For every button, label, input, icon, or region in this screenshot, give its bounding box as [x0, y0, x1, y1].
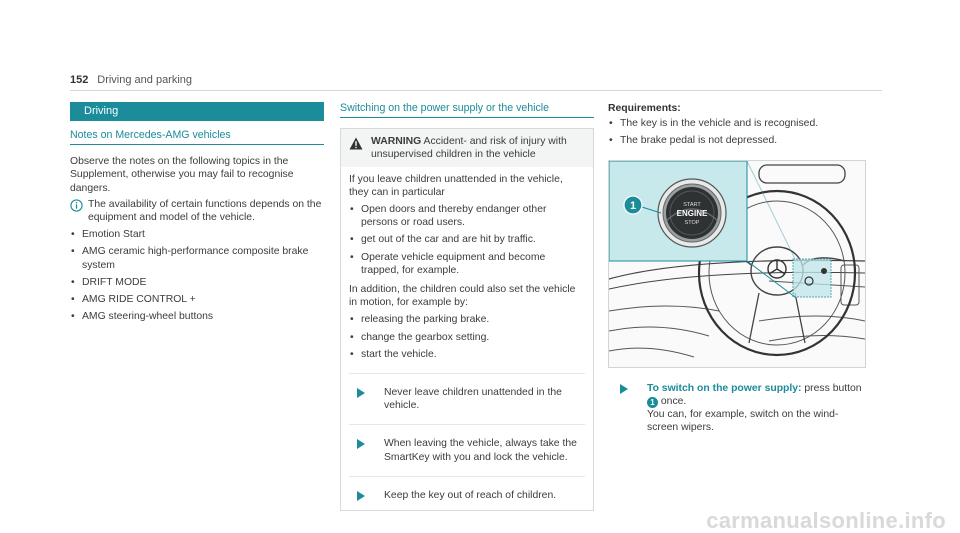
button-text-start: START	[683, 201, 701, 208]
instruction-text	[647, 382, 864, 435]
info-note	[70, 198, 324, 224]
instruction-note: You can, for example, switch on the wind-screen wipers.	[647, 409, 839, 434]
page-number: 152	[70, 74, 89, 86]
list-item: • AMG RIDE CONTROL +	[70, 293, 324, 306]
warning-step-text: Keep the key out of reach of children.	[384, 489, 557, 501]
list-item: • AMG ceramic high-performance composite brake system	[70, 245, 324, 271]
button-text-stop: STOP	[684, 219, 700, 226]
warning-paragraph: In addition, the children could also set the vehicle in motion, for example by:	[349, 284, 576, 309]
instruction-label: To switch on the power supply:	[647, 382, 802, 394]
instruction-step	[608, 382, 864, 435]
list-item: • get out of the car and are hit by traffic.	[349, 233, 585, 246]
warning-step	[349, 386, 585, 412]
info-icon	[70, 199, 83, 212]
button-text-engine: ENGINE	[676, 208, 708, 218]
warning-step	[349, 489, 585, 502]
divider	[349, 476, 585, 477]
intro-paragraph: Observe the notes on the following topics in the Supplement, otherwise you may fail to recognise dangers.	[70, 156, 294, 194]
warning-list-dangers	[349, 203, 585, 277]
warning-step	[349, 437, 585, 463]
warning-heading: Accident- and risk of injury with unsupervised children in the vehicle	[371, 136, 567, 161]
warning-label: WARNING	[371, 136, 422, 148]
info-note-text: The availability of certain functions depends on the equipment and model of the vehicle.	[88, 198, 322, 224]
callout-number: 1	[629, 199, 637, 212]
list-item: • The brake pedal is not depressed.	[608, 134, 864, 147]
warning-body	[341, 167, 593, 510]
list-item: • The key is in the vehicle and is recognised.	[608, 117, 864, 130]
list-item: • Operate vehicle equipment and become trapped, for example.	[349, 251, 585, 277]
warning-box	[340, 128, 594, 511]
list-item: • AMG steering-wheel buttons	[70, 310, 324, 323]
warning-list-actions	[349, 313, 585, 361]
divider	[349, 373, 585, 374]
step-arrow-icon	[357, 491, 374, 501]
step-arrow-icon	[357, 388, 374, 398]
divider	[349, 424, 585, 425]
list-item: • releasing the parking brake.	[349, 313, 585, 326]
step-arrow-icon	[620, 384, 637, 394]
list-item: • change the gearbox setting.	[349, 331, 585, 344]
warning-triangle-icon	[349, 137, 363, 150]
section-title-amg-notes: Notes on Mercedes-AMG vehicles	[70, 129, 324, 145]
amg-topic-list	[70, 228, 324, 323]
instruction-once: once.	[660, 395, 687, 407]
requirements-title: Requirements:	[608, 103, 681, 114]
warning-paragraph: If you leave children unattended in the vehicle, they can in particular	[349, 173, 563, 198]
start-stop-illustration	[608, 160, 866, 368]
column-driving	[70, 102, 324, 327]
column-power-supply	[340, 102, 594, 511]
list-item: • start the vehicle.	[349, 348, 585, 361]
list-item: • Emotion Start	[70, 228, 324, 241]
requirements-list	[608, 117, 864, 147]
instruction-action: press button	[804, 382, 862, 394]
list-item: • Open doors and thereby endanger other persons or road users.	[349, 203, 585, 229]
warning-header	[341, 129, 593, 166]
dashboard-drawing	[609, 161, 865, 367]
warning-step-text: Never leave children unattended in the vehicle.	[384, 387, 562, 412]
chapter-bar: Driving	[70, 102, 324, 121]
warning-step-text: When leaving the vehicle, always take the SmartKey with you and lock the vehicle.	[384, 438, 577, 463]
step-arrow-icon	[357, 439, 374, 449]
page-header	[70, 74, 882, 91]
page-header-title: Driving and parking	[97, 74, 193, 86]
list-item: • DRIFT MODE	[70, 276, 324, 289]
watermark: carmanualsonline.info	[706, 507, 946, 533]
section-title-power-supply: Switching on the power supply or the vehicle	[340, 102, 594, 118]
column-requirements	[608, 102, 864, 434]
callout-badge: 1	[647, 397, 658, 408]
